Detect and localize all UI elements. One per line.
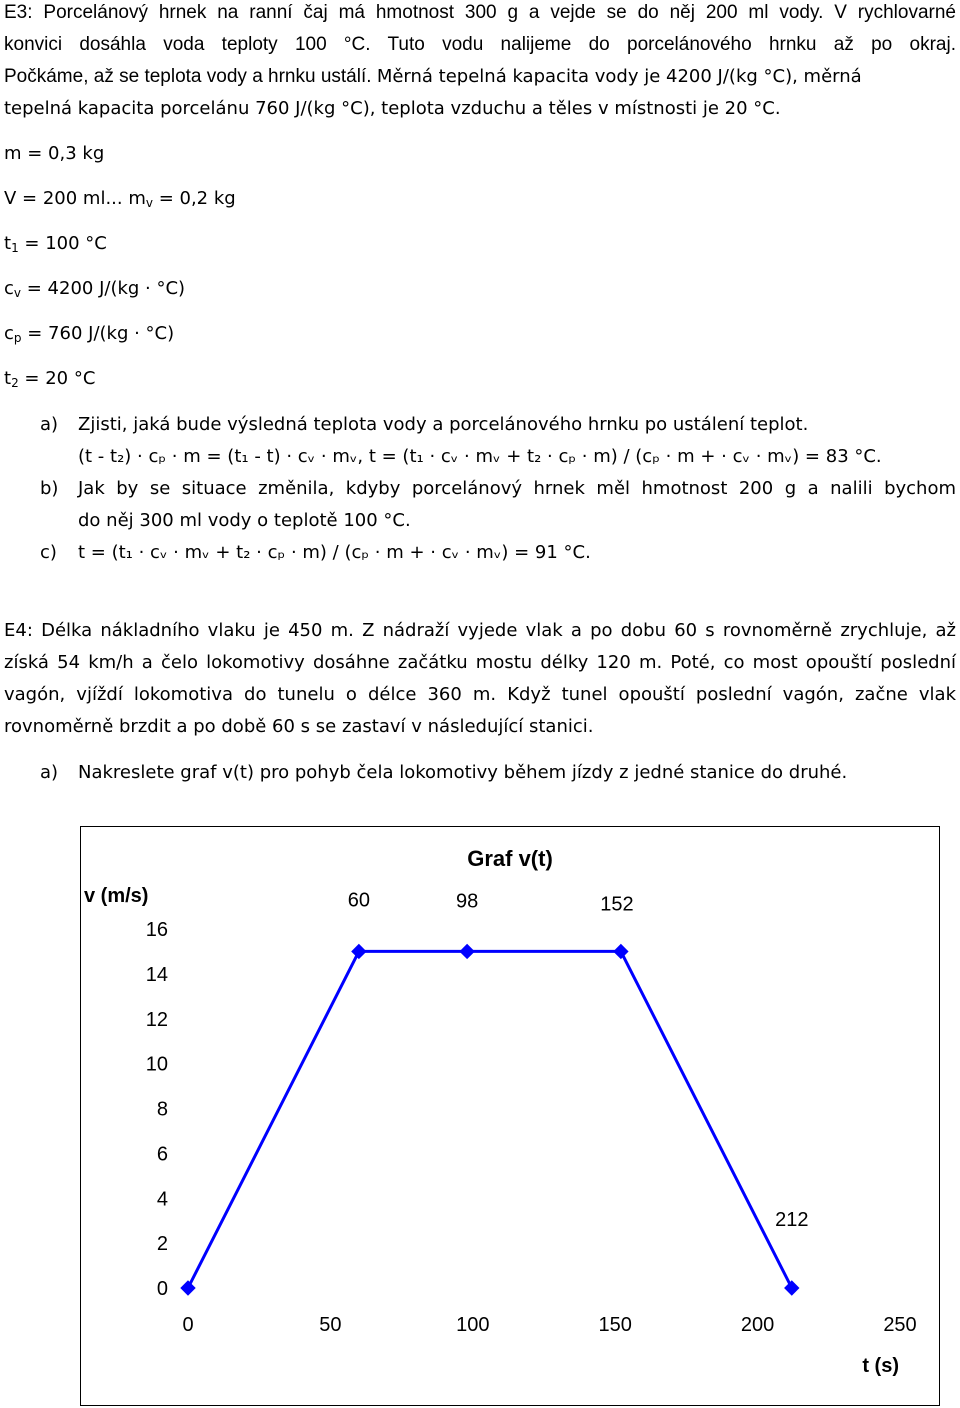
y-tick-label: 0 — [156, 1278, 168, 1300]
y-tick-label: 6 — [156, 1143, 168, 1166]
y-tick-label: 14 — [145, 963, 168, 986]
x-tick-label: 150 — [598, 1314, 632, 1336]
e3-b-text2: do něj 300 ml vody o teplotě 100 °C. — [78, 510, 411, 531]
given-t1: $t_1 = 100$ °C — [4, 233, 107, 255]
e3-heading: E3: Porcelánový hrnek na ranní čaj má hmotnost 300 g a vejde se do něj 200 ml vody. V rychlovarné — [4, 2, 956, 23]
chart-svg — [80, 826, 940, 1406]
given-v: V = 200 ml... $m_v = 0,2$ kg — [4, 188, 236, 210]
given-cv: $c_v = 4200$ J/(kg · °C) — [4, 278, 186, 300]
e3-line4: tepelná kapacita porcelánu 760 J/(kg °C), teplota vzduchu a těles v místnosti je 20 °C. — [4, 98, 781, 119]
e4-a-text: Nakreslete graf v(t) pro pohyb čela lokomotivy během jízdy z jedné stanice do druhé. — [78, 762, 848, 783]
point-annotation: 60 — [347, 889, 371, 912]
velocity-chart — [80, 826, 940, 1406]
e3-a-formula: (t - t₂) · cₚ · m = (t₁ - t) · cᵥ · mᵥ, t = (t₁ · cᵥ · mᵥ + t₂ · cₚ · m) / (cₚ · m + · cᵥ · mᵥ) = 83 °C. — [78, 446, 882, 467]
e4-line1: E4: Délka nákladního vlaku je 450 m. Z nádraží vyjede vlak a po dobu 60 s rovnoměrně zrychluje, až — [4, 620, 956, 641]
x-tick-label: 100 — [456, 1314, 490, 1336]
y-tick-label: 8 — [156, 1098, 168, 1121]
x-tick-label: 200 — [740, 1314, 775, 1336]
e3-c-label: c) — [40, 542, 57, 563]
y-tick-label: 12 — [145, 1008, 168, 1031]
x-axis-label: t (s) — [862, 1355, 899, 1377]
e3-line3a: Počkáme, až se teplota vody a hrnku ustálí. — [4, 66, 372, 87]
point-annotation: 152 — [600, 893, 634, 916]
point-annotation: 212 — [775, 1209, 809, 1231]
y-axis-label: v (m/s) — [84, 885, 149, 907]
e3-c-text: t = (t₁ · cᵥ · mᵥ + t₂ · cₚ · m) / (cₚ · m + · cᵥ · mᵥ) = 91 °C. — [78, 542, 591, 563]
e3-line2: konvici dosáhla voda teploty 100 °C. Tuto vodu nalijeme do porcelánového hrnku až po okraj. — [4, 34, 956, 55]
e3-a-text: Zjisti, jaká bude výsledná teplota vody a porcelánového hrnku po ustálení teplot. — [78, 414, 809, 435]
x-tick-label: 0 — [182, 1314, 194, 1336]
e4-line4: rovnoměrně brzdit a po době 60 s se zastaví v následující stanici. — [4, 716, 594, 737]
e3-b-text1: Jak by se situace změnila, kdyby porcelánový hrnek měl hmotnost 200 g a nalili bychom — [78, 478, 956, 499]
e3-b-label: b) — [40, 478, 59, 499]
e4-a-label: a) — [40, 762, 59, 783]
given-t2: $t_2 = 20$ °C — [4, 368, 96, 390]
chart-frame — [81, 827, 940, 1406]
e3-a-label: a) — [40, 414, 59, 435]
x-tick-label: 50 — [319, 1314, 342, 1336]
e4-line3: vagón, vjíždí lokomotiva do tunelu o délce 360 m. Když tunel opouští poslední vagón, začne vlak — [4, 684, 956, 705]
e3-line3b: Měrná tepelná kapacita vody je 4200 J/(kg °C), měrná — [376, 66, 862, 87]
e4-line2: získá 54 km/h a čelo lokomotivy dosáhne začátku mostu délky 120 m. Poté, co most opouští poslední — [4, 652, 956, 673]
given-cp: $c_p = 760$ J/(kg · °C) — [4, 323, 175, 345]
point-annotation: 98 — [455, 890, 479, 913]
x-tick-label: 250 — [883, 1314, 917, 1336]
y-tick-label: 4 — [156, 1188, 168, 1211]
given-m: m = 0,3 kg — [4, 143, 105, 164]
e3-line3 — [4, 66, 862, 88]
y-tick-label: 2 — [156, 1233, 168, 1256]
y-tick-label: 10 — [145, 1053, 168, 1076]
y-tick-label: 16 — [145, 919, 168, 941]
chart-title: Graf v(t) — [467, 846, 553, 871]
